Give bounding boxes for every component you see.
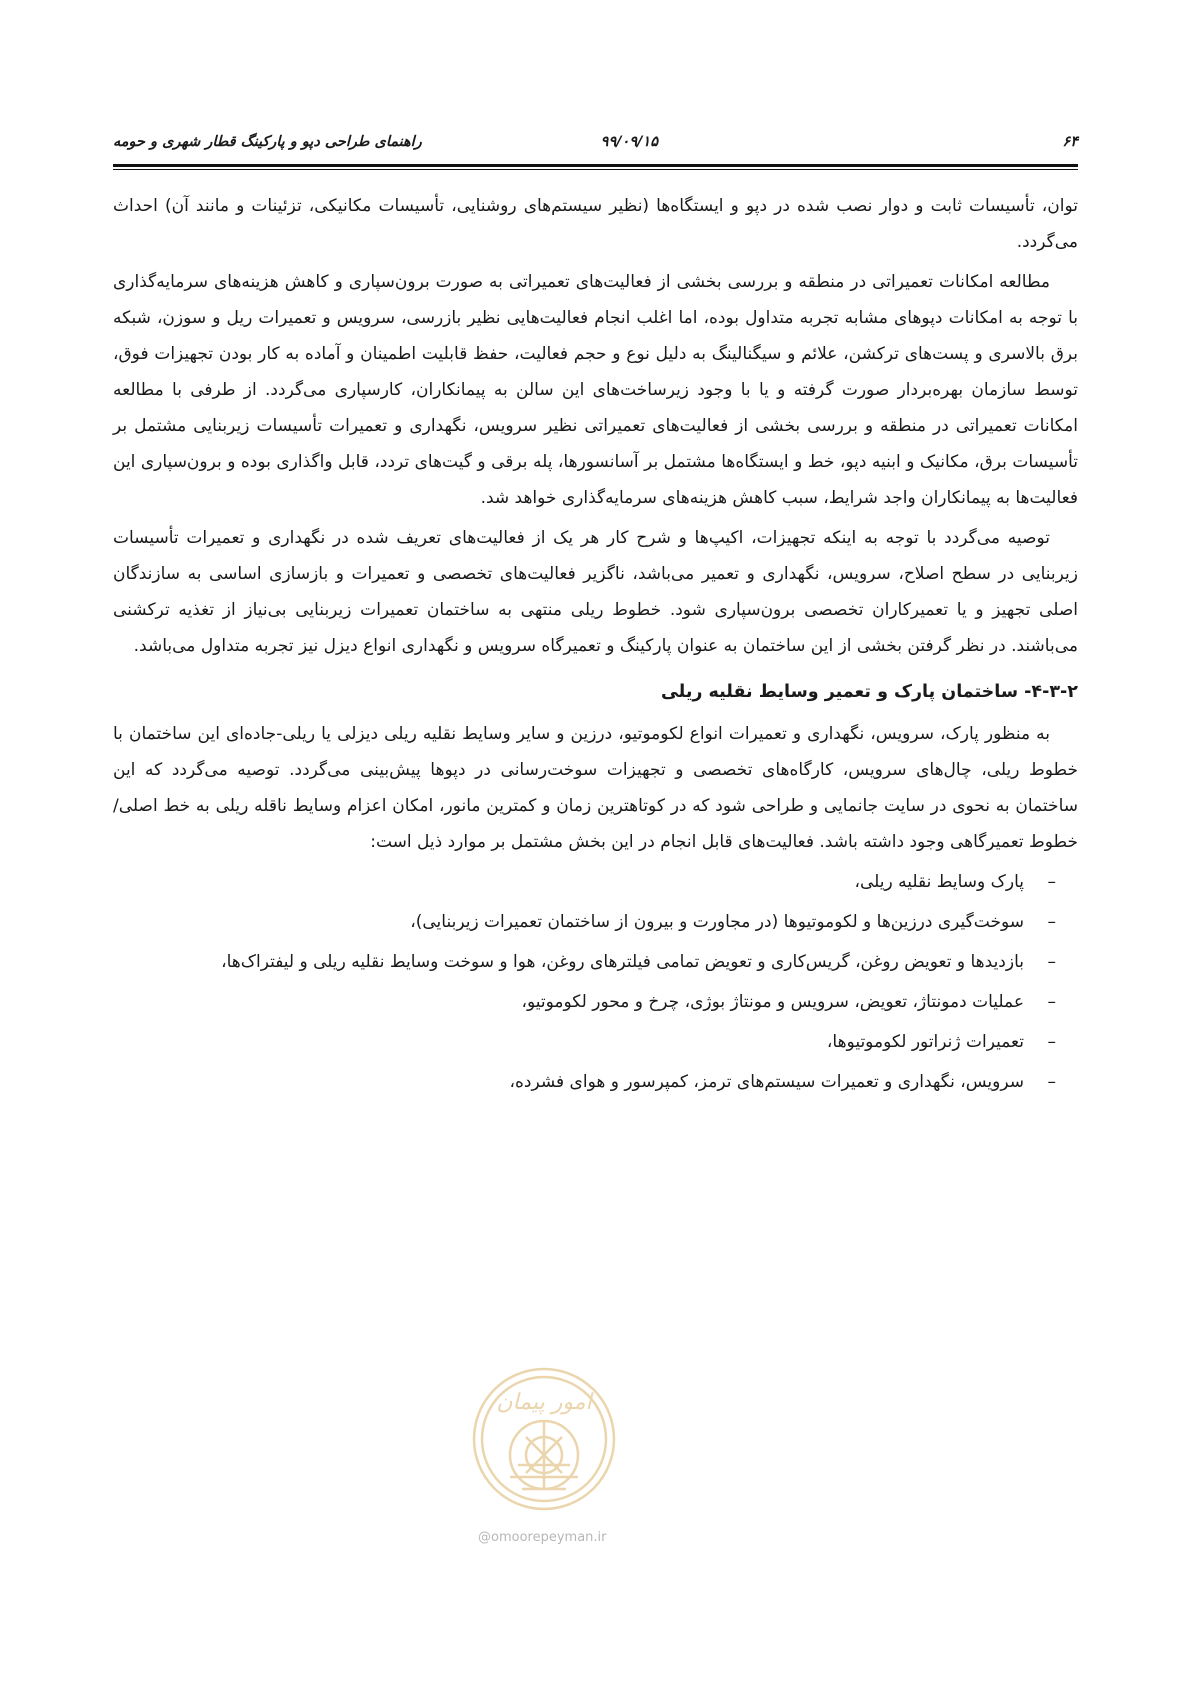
header-date: ۹۹/۰۹/۱۵ [600, 134, 658, 150]
bullet-marker: – [1047, 1072, 1056, 1092]
bullet-marker: – [1047, 1032, 1056, 1052]
page-body [113, 188, 1078, 1104]
list-item [113, 944, 1078, 980]
bullet-marker: – [1047, 992, 1056, 1012]
bullet-marker: – [1047, 952, 1056, 972]
list-item [113, 984, 1078, 1020]
paragraph: توان، تأسیسات ثابت و دوار نصب شده در دپو و ایستگاه‌ها (نظیر سیستم‌های روشنایی، تأسیسات مکانیکی، تزئینات و مانند آن) احداث می‌گردد. [113, 196, 1078, 252]
section-intro: به منظور پارک، سرویس، نگهداری و تعمیرات انواع لکوموتیو، درزین و سایر وسایط نقلیه ریلی دیزلی یا ریلی-جاده‌ای این ساختمان با خطوط ریلی، چال‌های سرویس، کارگاه‌های تخصصی و تجهیزات سوخت‌رسانی در دپوها پیش‌بینی می‌گردد. توصیه می‌گردد که این ساختمان به نحوی در سایت جانمایی و طراحی شود که در کوتاهترین زمان و کمترین مانور، امکان اعزام وسایط ناقله ریلی به خط اصلی/ خطوط تعمیرگاهی وجود داشته باشد. فعالیت‌های قابل انجام در این بخش مشتمل بر موارد ذیل است: [113, 724, 1078, 852]
list-item-text: پارک وسایط نقلیه ریلی، [854, 872, 1024, 892]
list-item [113, 864, 1078, 900]
page-header [113, 130, 1078, 160]
watermark-url: @omoorepeyman.ir [478, 1530, 607, 1545]
header-rule-thin [113, 169, 1078, 170]
list-item [113, 1024, 1078, 1060]
list-item-text: بازدیدها و تعویض روغن، گریس‌کاری و تعویض تمامی فیلترهای روغن، هوا و سوخت وسایط نقلیه ریلی و لیفتراک‌ها، [221, 952, 1024, 972]
seal-text: امور پیمان [496, 1390, 592, 1415]
list-item [113, 1064, 1078, 1100]
paragraph: توصیه می‌گردد با توجه به اینکه تجهیزات، اکیپ‌ها و شرح کار هر یک از فعالیت‌های تعریف شده در نگهداری و تعمیرات تأسیسات زیربنایی در سطح اصلاح، سرویس، نگهداری و تعمیر می‌باشد، ناگزیر فعالیت‌های تخصصی و تعمیرات و بازسازی اساسی به سازندگان اصلی تجهیز و یا تعمیرکاران تخصصی برون‌سپاری شود. خطوط ریلی منتهی به ساختمان تعمیرات زیربنایی بی‌نیاز از تغذیه ترکشنی می‌باشند. در نظر گرفتن بخشی از این ساختمان به عنوان پارکینگ و تعمیرگاه سرویس و نگهداری انواع دیزل نیز تجربه متداول می‌باشد. [113, 528, 1078, 656]
header-rule-thick [113, 164, 1078, 167]
bullet-marker: – [1047, 872, 1056, 892]
section-heading: ۴-۳-۲- ساختمان پارک و تعمیر وسایط نقلیه ریلی [660, 682, 1078, 702]
bullet-marker: – [1047, 912, 1056, 932]
list-item-text: عملیات دمونتاژ، تعویض، سرویس و مونتاژ بوژی، چرخ و محور لکوموتیو، [521, 992, 1024, 1012]
list-item-text: سوخت‌گیری درزین‌ها و لکوموتیوها (در مجاورت و بیرون از ساختمان تعمیرات زیربنایی)، [410, 912, 1024, 932]
page-number: ۶۴ [1062, 134, 1078, 150]
list-item-text: سرویس، نگهداری و تعمیرات سیستم‌های ترمز، کمپرسور و هوای فشرده، [509, 1072, 1024, 1092]
bullet-list [113, 864, 1078, 1100]
paragraph: مطالعه امکانات تعمیراتی در منطقه و بررسی بخشی از فعالیت‌های تعمیراتی به صورت برون‌سپاری و کاهش هزینه‌های سرمایه‌گذاری با توجه به امکانات دپوهای مشابه تجربه متداول بوده، اما اغلب انجام فعالیت‌هایی نظیر بازرسی، سرویس و تعمیرات ریل و سوزن، شبکه برق بالاسری و پست‌های ترکشن، علائم و سیگنالینگ به دلیل نوع و حجم فعالیت، حفظ قابلیت اطمینان و آماده به کار بودن تجهیزات فوق، توسط سازمان بهره‌بردار صورت گرفته و یا با وجود زیرساخت‌های این سالن به پیمانکاران، کارسپاری می‌گردد. از طرفی با مطالعه امکانات تعمیراتی در منطقه و بررسی بخشی از فعالیت‌های تعمیراتی نظیر سرویس، نگهداری و تعمیرات تأسیسات زیربنایی مشتمل بر تأسیسات برق، مکانیک و ابنیه دپو، خط و ایستگاه‌ها مشتمل بر آسانسورها، پله برقی و گیت‌های تردد، قابل واگذاری بوده و برون‌سپاری این فعالیت‌ها به پیمانکاران واجد شرایط، سبب کاهش هزینه‌های سرمایه‌گذاری خواهد شد. [113, 272, 1078, 508]
watermark-seal-icon [470, 1365, 618, 1513]
list-item [113, 904, 1078, 940]
header-title: راهنمای طراحی دپو و پارکینگ قطار شهری و حومه [113, 134, 422, 150]
list-item-text: تعمیرات ژنراتور لکوموتیوها، [826, 1032, 1024, 1052]
